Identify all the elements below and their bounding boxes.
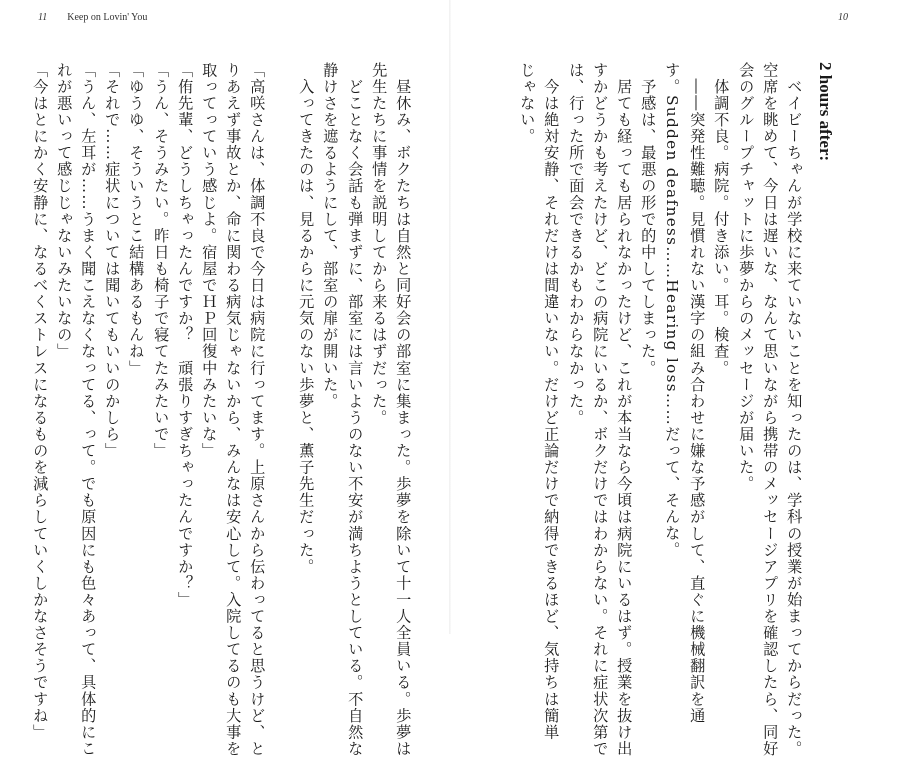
right-page-line: ベイビーちゃんが学校に来ていないことを知ったのは、学科の授業が始まってからだった。 — [785, 62, 804, 757]
left-page-line: 「うん、そうみたい。昨日も椅子で寝てたみたいで」 — [152, 62, 171, 460]
left-page-header — [38, 12, 147, 23]
left-page-line: どことなく会話も弾まずに、部室には言いようのない不安が満ちようとしている。不自然な — [346, 62, 365, 757]
right-page-line: 予感は、最悪の形で的中してしまった。 — [639, 62, 658, 377]
section-heading: 2 hours after: — [816, 62, 835, 162]
left-page-line: 昼休み、ボクたちは自然と同好会の部室に集まった。歩夢を除いて十一人全員いる。歩夢は — [394, 62, 413, 757]
right-page-line: すかどうかも考えたけど、どこの病院にいるか、ボクだけではわからない。それに症状次第で — [591, 62, 610, 757]
left-page-line: 「侑先輩、どうしちゃったんですか？ 頑張りすぎちゃったんですか？」 — [176, 62, 195, 609]
left-page-line: 入ってきたのは、見るからに元気のない歩夢と、薫子先生だった。 — [297, 62, 316, 576]
right-page-line: 空席を眺めて、今日は遅いな、なんて思いながら携帯のメッセージアプリを確認したら、同好 — [761, 62, 780, 757]
right-page-line: 体調不良。病院。付き添い。耳。検査。 — [712, 62, 731, 377]
left-page-line: 「うん、左耳が……うまく聞こえなくなってる、って。でも原因にも色々あって、具体的にこ — [79, 62, 98, 757]
left-page-line: 「ゆうゆ、そういうとこ結構あるもんね」 — [127, 62, 146, 377]
left-page-line: 「高咲さんは、体調不良で今日は病院に行ってます。上原さんから伝わってると思うけど、と — [248, 62, 267, 757]
right-page-line: す。Sudden deafness……Hearing loss……だって、そんな。 — [663, 62, 682, 559]
running-title: Keep on Lovin' You — [67, 12, 148, 23]
left-page-line: 「それで……症状については聞いてもいいのかしら」 — [103, 62, 122, 460]
left-page-line: れが悪いって感じじゃないみたいなの」 — [55, 62, 74, 360]
left-page-line: 先生たちに事情を説明してから来るはずだった。 — [370, 62, 389, 427]
left-page-line: りあえず事故とか、命に関わる病気じゃないから、みんなは安心して。入院してるのも大事を — [224, 62, 243, 757]
right-page-line: ――突発性難聴。見慣れない漢字の組み合わせに嫌な予感がして、直ぐに機械翻訳を通 — [688, 62, 707, 724]
left-page-line: 静けさを遮るようにして、部室の扉が開いた。 — [321, 62, 340, 410]
right-page-line: じゃない。 — [518, 62, 537, 145]
left-page-line: 取ってっていう感じよ。宿屋でＨＰ回復中みたいな」 — [200, 62, 219, 460]
left-page-line: 「今はとにかく安静に、なるべくストレスになるものを減らしていくしかなさそうですね」 — [31, 62, 50, 741]
right-page-line: 居ても経っても居られなかったけど、これが本当なら今頃は病院にいるはず。授業を抜け出 — [615, 62, 634, 757]
right-page-line: 会のグループチャットに歩夢からのメッセージが届いた。 — [737, 62, 756, 493]
right-page-line: は、行った所で面会できるかもわからなかった。 — [567, 62, 586, 427]
right-page-number: 10 — [838, 12, 848, 23]
left-page-number: 11 — [38, 12, 48, 23]
right-page-line: 今は絶対安静、それだけは間違いない。だけど正論だけで納得できるほど、気持ちは簡単 — [542, 62, 561, 741]
page-gutter — [449, 0, 451, 634]
